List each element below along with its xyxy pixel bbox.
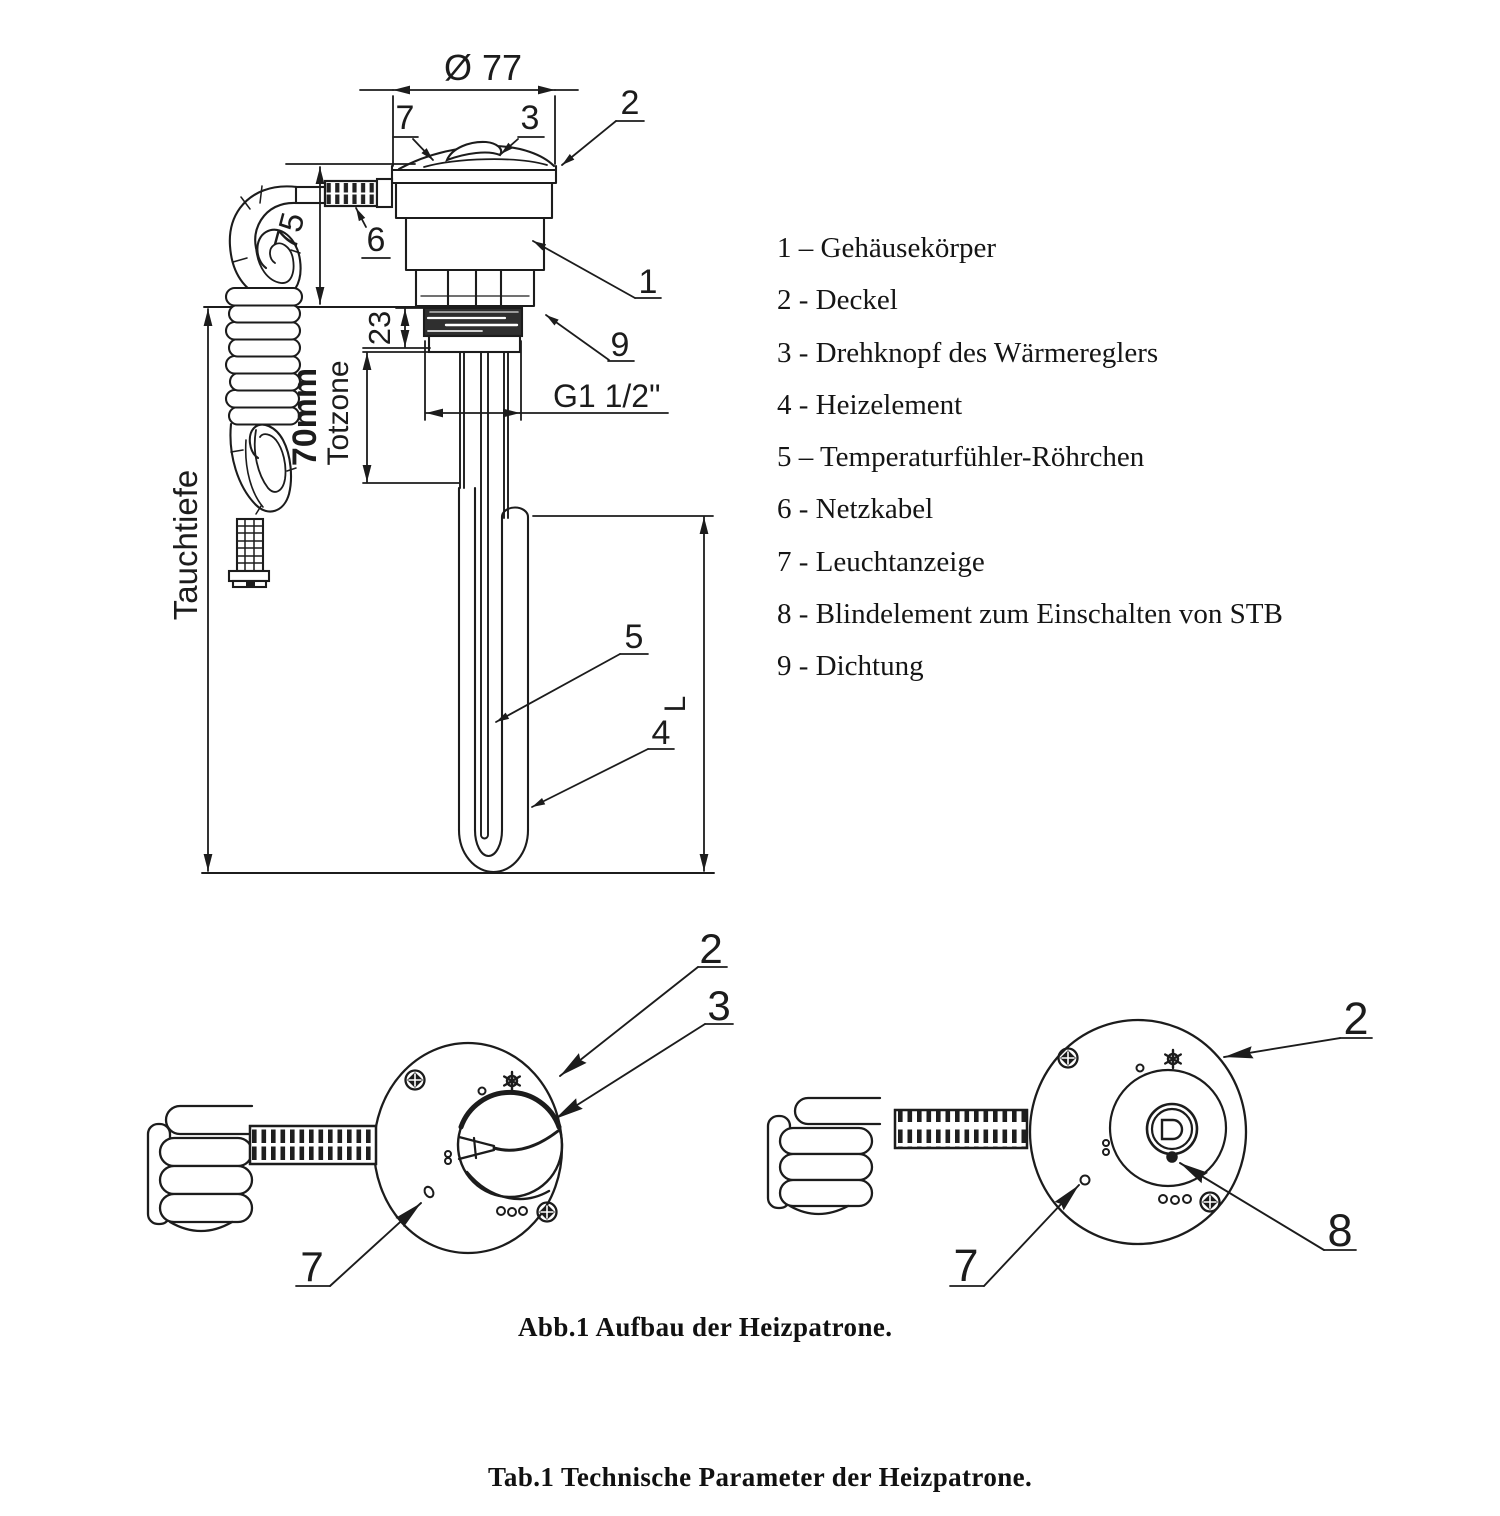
dim-immersion-label: Tauchtiefe <box>167 469 204 621</box>
knob-under-arc <box>424 159 547 167</box>
figure-caption: Abb.1 Aufbau der Heizpatrone. <box>518 1312 893 1342</box>
sensor-tube <box>481 352 488 839</box>
cover-rim <box>392 166 556 183</box>
table-caption: Tab.1 Technische Parameter der Heizpatrone. <box>488 1462 1033 1492</box>
top-view-with-blind-element <box>768 993 1372 1291</box>
legend-item-3: 3 - Drehknopf des Wärmereglers <box>777 336 1159 369</box>
callout-7-top-view: 7 <box>300 1243 324 1290</box>
callout-7-blind-view: 7 <box>953 1240 979 1291</box>
element-right-leg <box>502 508 528 830</box>
main-side-view <box>167 47 714 873</box>
blind-element-pin <box>1167 1152 1177 1162</box>
cable-plug <box>229 519 269 587</box>
dim-deadzone-label: Totzone <box>322 360 355 466</box>
callout-8-blind-view: 8 <box>1327 1205 1353 1256</box>
callout-3-main: 3 <box>520 99 540 137</box>
callout-1-main: 1 <box>638 263 658 301</box>
dim-thread-size-label: G1 1/2" <box>553 378 661 414</box>
legend-item-9: 9 - Dichtung <box>777 650 924 683</box>
callout-3-top-view: 3 <box>707 982 731 1029</box>
legend-item-4: 4 - Heizelement <box>777 388 963 421</box>
callout-2-top-view: 2 <box>699 925 723 972</box>
legend-item-7: 7 - Leuchtanzeige <box>777 545 985 578</box>
callout-5-main: 5 <box>624 618 644 656</box>
terminal-pins <box>460 352 508 518</box>
cable-gland-right-view <box>895 1110 1027 1148</box>
element-left-leg <box>459 488 475 830</box>
element-u-bend <box>459 830 528 872</box>
dim-diameter-label: Ø 77 <box>443 47 523 88</box>
legend-item-2: 2 - Deckel <box>777 284 898 317</box>
hex-nut <box>416 270 534 306</box>
callout-2-blind-view: 2 <box>1343 993 1369 1044</box>
callout-2-main: 2 <box>620 84 640 122</box>
housing-body <box>406 218 544 270</box>
legend-item-6: 6 - Netzkabel <box>777 493 934 526</box>
callout-9-main: 9 <box>610 326 630 364</box>
cable-gland-left-view <box>250 1126 376 1164</box>
dim-75-label: 75 <box>266 208 312 254</box>
cable-plug-left-view <box>148 1106 252 1231</box>
dim-length-label: L <box>659 695 692 713</box>
cable-loop-lower-inner <box>255 430 286 492</box>
dim-23-label: 23 <box>362 310 397 346</box>
heating-element-tube <box>459 352 528 872</box>
cover-screw <box>538 1203 557 1222</box>
top-view-with-knob <box>148 925 733 1290</box>
dim-deadzone-value: 70mm <box>286 367 324 467</box>
cable-plug-right-view <box>768 1098 880 1214</box>
callout-6-main: 6 <box>366 221 386 259</box>
legend-item-5: 5 – Temperaturfühler-Röhrchen <box>777 441 1145 474</box>
callout-7-main: 7 <box>395 99 415 137</box>
cover-screw <box>1201 1193 1220 1212</box>
cover-screw <box>406 1071 425 1090</box>
flange <box>429 336 520 352</box>
cable-gland <box>325 179 392 207</box>
housing-head <box>392 142 556 352</box>
legend-item-1: 1 – Gehäusekörper <box>777 232 997 264</box>
cover-screw <box>1059 1049 1078 1068</box>
knob-grip-tab <box>447 142 501 160</box>
cover-band <box>396 183 552 218</box>
legend-item-8: 8 - Blindelement zum Einschalten von STB <box>777 598 1283 631</box>
thread-seal <box>424 308 522 336</box>
parts-legend <box>777 222 1397 693</box>
callout-4-main: 4 <box>651 714 671 752</box>
main-callouts <box>356 84 674 807</box>
cover-face <box>374 1043 562 1253</box>
